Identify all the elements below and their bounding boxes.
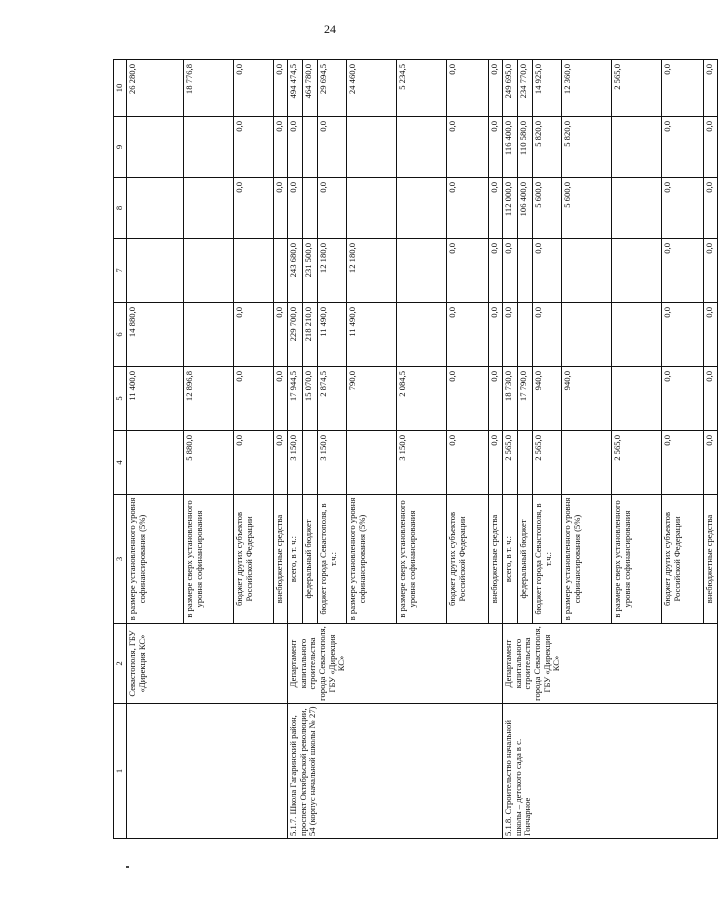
responsible-cell: Департамент капитального строительства города Севастополя, ГБУ «Дирекция КС»: [503, 624, 718, 704]
value-cell: 12 180,0: [318, 239, 347, 303]
value-cell: 0,0: [662, 367, 704, 431]
responsible-cell: Севастополя, ГБУ «Дирекция КС»: [127, 624, 288, 704]
value-cell: 3 150,0: [397, 431, 447, 495]
value-cell: 0,0: [234, 303, 274, 367]
merged-value-cell: [184, 239, 234, 303]
value-cell: 0,0: [447, 117, 489, 178]
value-cell: 0,0: [288, 178, 303, 239]
value-cell: 234 770,0: [518, 60, 533, 117]
value-cell: 0,0: [704, 239, 718, 303]
merged-value-cell: [127, 239, 184, 303]
funding-source-cell: всего, в т. ч.:: [503, 495, 518, 624]
value-cell: 0,0: [234, 367, 274, 431]
value-cell: 0,0: [489, 178, 503, 239]
funding-source-cell: в размере сверх установленного уровня софинансирования: [612, 495, 662, 624]
value-cell: 0,0: [704, 178, 718, 239]
value-cell: [303, 178, 318, 239]
value-cell: 5 600,0: [562, 178, 612, 239]
value-cell: 0,0: [274, 431, 288, 495]
value-cell: [518, 431, 533, 495]
funding-source-cell: в размере сверх установленного уровня софинансирования: [184, 495, 234, 624]
value-cell: 24 460,0: [347, 60, 397, 117]
funding-source-cell: федеральный бюджет: [518, 495, 533, 624]
value-cell: 14 925,0: [533, 60, 562, 117]
responsible-cell: Департамент капитального строительства города Севастополя, ГБУ «Дирекция КС»: [288, 624, 503, 704]
object-name-cell: [127, 704, 288, 839]
value-cell: 940,0: [562, 367, 612, 431]
funding-source-cell: бюджет других субъектов Российской Федерации: [662, 495, 704, 624]
value-cell: [612, 239, 662, 303]
value-cell: 0,0: [662, 431, 704, 495]
value-cell: 0,0: [662, 60, 704, 117]
value-cell: 17 944,5: [288, 367, 303, 431]
rotated-table-wrapper: [113, 64, 714, 839]
column-number: 6: [114, 303, 127, 367]
value-cell: [562, 431, 612, 495]
column-number: 3: [114, 495, 127, 624]
funding-source-cell: всего, в т. ч.:: [288, 495, 303, 624]
funding-source-cell: внебюджетные средства: [489, 495, 503, 624]
value-cell: 0,0: [662, 178, 704, 239]
value-cell: 2 874,5: [318, 367, 347, 431]
value-cell: 14 880,0: [127, 303, 184, 367]
value-cell: 3 150,0: [318, 431, 347, 495]
merged-value-cell: [274, 239, 288, 303]
value-cell: [184, 303, 234, 367]
column-number: 9: [114, 117, 127, 178]
value-cell: 5 600,0: [533, 178, 562, 239]
funding-source-cell: бюджет города Севастополя, в т.ч.:: [318, 495, 347, 624]
value-cell: 2 565,0: [612, 431, 662, 495]
column-number: 5: [114, 367, 127, 431]
value-cell: 29 694,5: [318, 60, 347, 117]
value-cell: [347, 431, 397, 495]
funding-source-cell: бюджет города Севастополя, в т.ч.:: [533, 495, 562, 624]
funding-source-cell: в размере установленного уровня софинансирования (5%): [347, 495, 397, 624]
column-number: 2: [114, 624, 127, 704]
value-cell: 0,0: [274, 60, 288, 117]
value-cell: [562, 303, 612, 367]
value-cell: 112 000,0: [503, 178, 518, 239]
value-cell: 0,0: [489, 117, 503, 178]
value-cell: 0,0: [318, 178, 347, 239]
value-cell: 0,0: [274, 367, 288, 431]
column-number: 8: [114, 178, 127, 239]
value-cell: 0,0: [503, 303, 518, 367]
value-cell: 0,0: [503, 239, 518, 303]
value-cell: 12 360,0: [562, 60, 612, 117]
rotated-page-content: [113, 64, 714, 839]
value-cell: [184, 178, 234, 239]
value-cell: 0,0: [318, 117, 347, 178]
value-cell: 0,0: [274, 117, 288, 178]
value-cell: 249 695,0: [503, 60, 518, 117]
value-cell: 3 150,0: [288, 431, 303, 495]
value-cell: 0,0: [234, 431, 274, 495]
value-cell: 243 680,0: [288, 239, 303, 303]
value-cell: 2 084,5: [397, 367, 447, 431]
value-cell: 0,0: [447, 303, 489, 367]
object-name-cell: 5.1.7. Школа Гагаринский район, проспект Октябрьской революции, 54 (корпус начальной школы № 27): [288, 704, 503, 839]
value-cell: 218 210,0: [303, 303, 318, 367]
value-cell: [397, 303, 447, 367]
value-cell: 0,0: [533, 239, 562, 303]
funding-source-cell: бюджет других субъектов Российской Федерации: [234, 495, 274, 624]
value-cell: 0,0: [533, 303, 562, 367]
value-cell: 26 280,0: [127, 60, 184, 117]
merged-value-cell: [234, 239, 274, 303]
value-cell: 0,0: [704, 303, 718, 367]
value-cell: 116 400,0: [503, 117, 518, 178]
value-cell: [127, 178, 184, 239]
value-cell: [397, 117, 447, 178]
value-cell: 0,0: [662, 303, 704, 367]
funding-source-cell: внебюджетные средства: [704, 495, 718, 624]
table-row: [288, 60, 303, 839]
value-cell: 0,0: [489, 239, 503, 303]
value-cell: 0,0: [447, 178, 489, 239]
value-cell: [303, 431, 318, 495]
value-cell: [612, 117, 662, 178]
value-cell: 0,0: [274, 178, 288, 239]
budget-table: [113, 59, 718, 839]
stray-ink-mark: [126, 866, 129, 868]
value-cell: 18 730,0: [503, 367, 518, 431]
value-cell: [518, 303, 533, 367]
column-number: 10: [114, 60, 127, 117]
value-cell: [184, 117, 234, 178]
value-cell: 790,0: [347, 367, 397, 431]
value-cell: 0,0: [447, 239, 489, 303]
value-cell: 12 896,8: [184, 367, 234, 431]
value-cell: 0,0: [274, 303, 288, 367]
table-row: [127, 60, 184, 839]
value-cell: 0,0: [234, 178, 274, 239]
value-cell: 0,0: [489, 431, 503, 495]
column-number: 4: [114, 431, 127, 495]
value-cell: [127, 431, 184, 495]
funding-source-cell: в размере сверх установленного уровня софинансирования: [397, 495, 447, 624]
value-cell: 0,0: [447, 431, 489, 495]
value-cell: 0,0: [662, 117, 704, 178]
value-cell: [518, 239, 533, 303]
value-cell: 2 565,0: [612, 60, 662, 117]
value-cell: 11 400,0: [127, 367, 184, 431]
value-cell: 5 234,5: [397, 60, 447, 117]
value-cell: 0,0: [447, 60, 489, 117]
value-cell: [612, 367, 662, 431]
value-cell: 464 780,0: [303, 60, 318, 117]
value-cell: 494 474,5: [288, 60, 303, 117]
value-cell: 231 500,0: [303, 239, 318, 303]
funding-source-cell: бюджет других субъектов Российской Федерации: [447, 495, 489, 624]
page-number: 24: [324, 22, 336, 36]
value-cell: 2 565,0: [503, 431, 518, 495]
value-cell: 0,0: [288, 117, 303, 178]
funding-source-cell: федеральный бюджет: [303, 495, 318, 624]
value-cell: [127, 117, 184, 178]
value-cell: 229 700,0: [288, 303, 303, 367]
funding-source-cell: внебюджетные средства: [274, 495, 288, 624]
object-name-cell: 5.1.8. Строительство начальной школы – детского сада в с. Гончарное: [503, 704, 718, 839]
value-cell: 0,0: [704, 431, 718, 495]
value-cell: 0,0: [704, 117, 718, 178]
value-cell: 11 490,0: [318, 303, 347, 367]
value-cell: 0,0: [489, 303, 503, 367]
value-cell: [397, 178, 447, 239]
table-row: [503, 60, 518, 839]
value-cell: 0,0: [234, 117, 274, 178]
value-cell: 940,0: [533, 367, 562, 431]
value-cell: [612, 303, 662, 367]
value-cell: [562, 239, 612, 303]
value-cell: 15 070,0: [303, 367, 318, 431]
value-cell: 0,0: [662, 239, 704, 303]
value-cell: [347, 117, 397, 178]
value-cell: 17 790,0: [518, 367, 533, 431]
value-cell: [347, 178, 397, 239]
value-cell: 2 565,0: [533, 431, 562, 495]
value-cell: 11 490,0: [347, 303, 397, 367]
value-cell: 0,0: [234, 60, 274, 117]
value-cell: 0,0: [704, 367, 718, 431]
column-number-row: [114, 60, 127, 839]
value-cell: 0,0: [489, 367, 503, 431]
value-cell: 12 180,0: [347, 239, 397, 303]
value-cell: [612, 178, 662, 239]
funding-source-cell: в размере установленного уровня софинансирования (5%): [562, 495, 612, 624]
value-cell: [303, 117, 318, 178]
funding-source-cell: в размере установленного уровня софинансирования (5%): [127, 495, 184, 624]
value-cell: [397, 239, 447, 303]
value-cell: 5 880,0: [184, 431, 234, 495]
value-cell: 0,0: [447, 367, 489, 431]
column-number: 7: [114, 239, 127, 303]
value-cell: 0,0: [704, 60, 718, 117]
value-cell: 106 400,0: [518, 178, 533, 239]
value-cell: 5 820,0: [562, 117, 612, 178]
column-number: 1: [114, 704, 127, 839]
value-cell: 110 580,0: [518, 117, 533, 178]
value-cell: 0,0: [489, 60, 503, 117]
value-cell: 18 776,8: [184, 60, 234, 117]
value-cell: 5 820,0: [533, 117, 562, 178]
